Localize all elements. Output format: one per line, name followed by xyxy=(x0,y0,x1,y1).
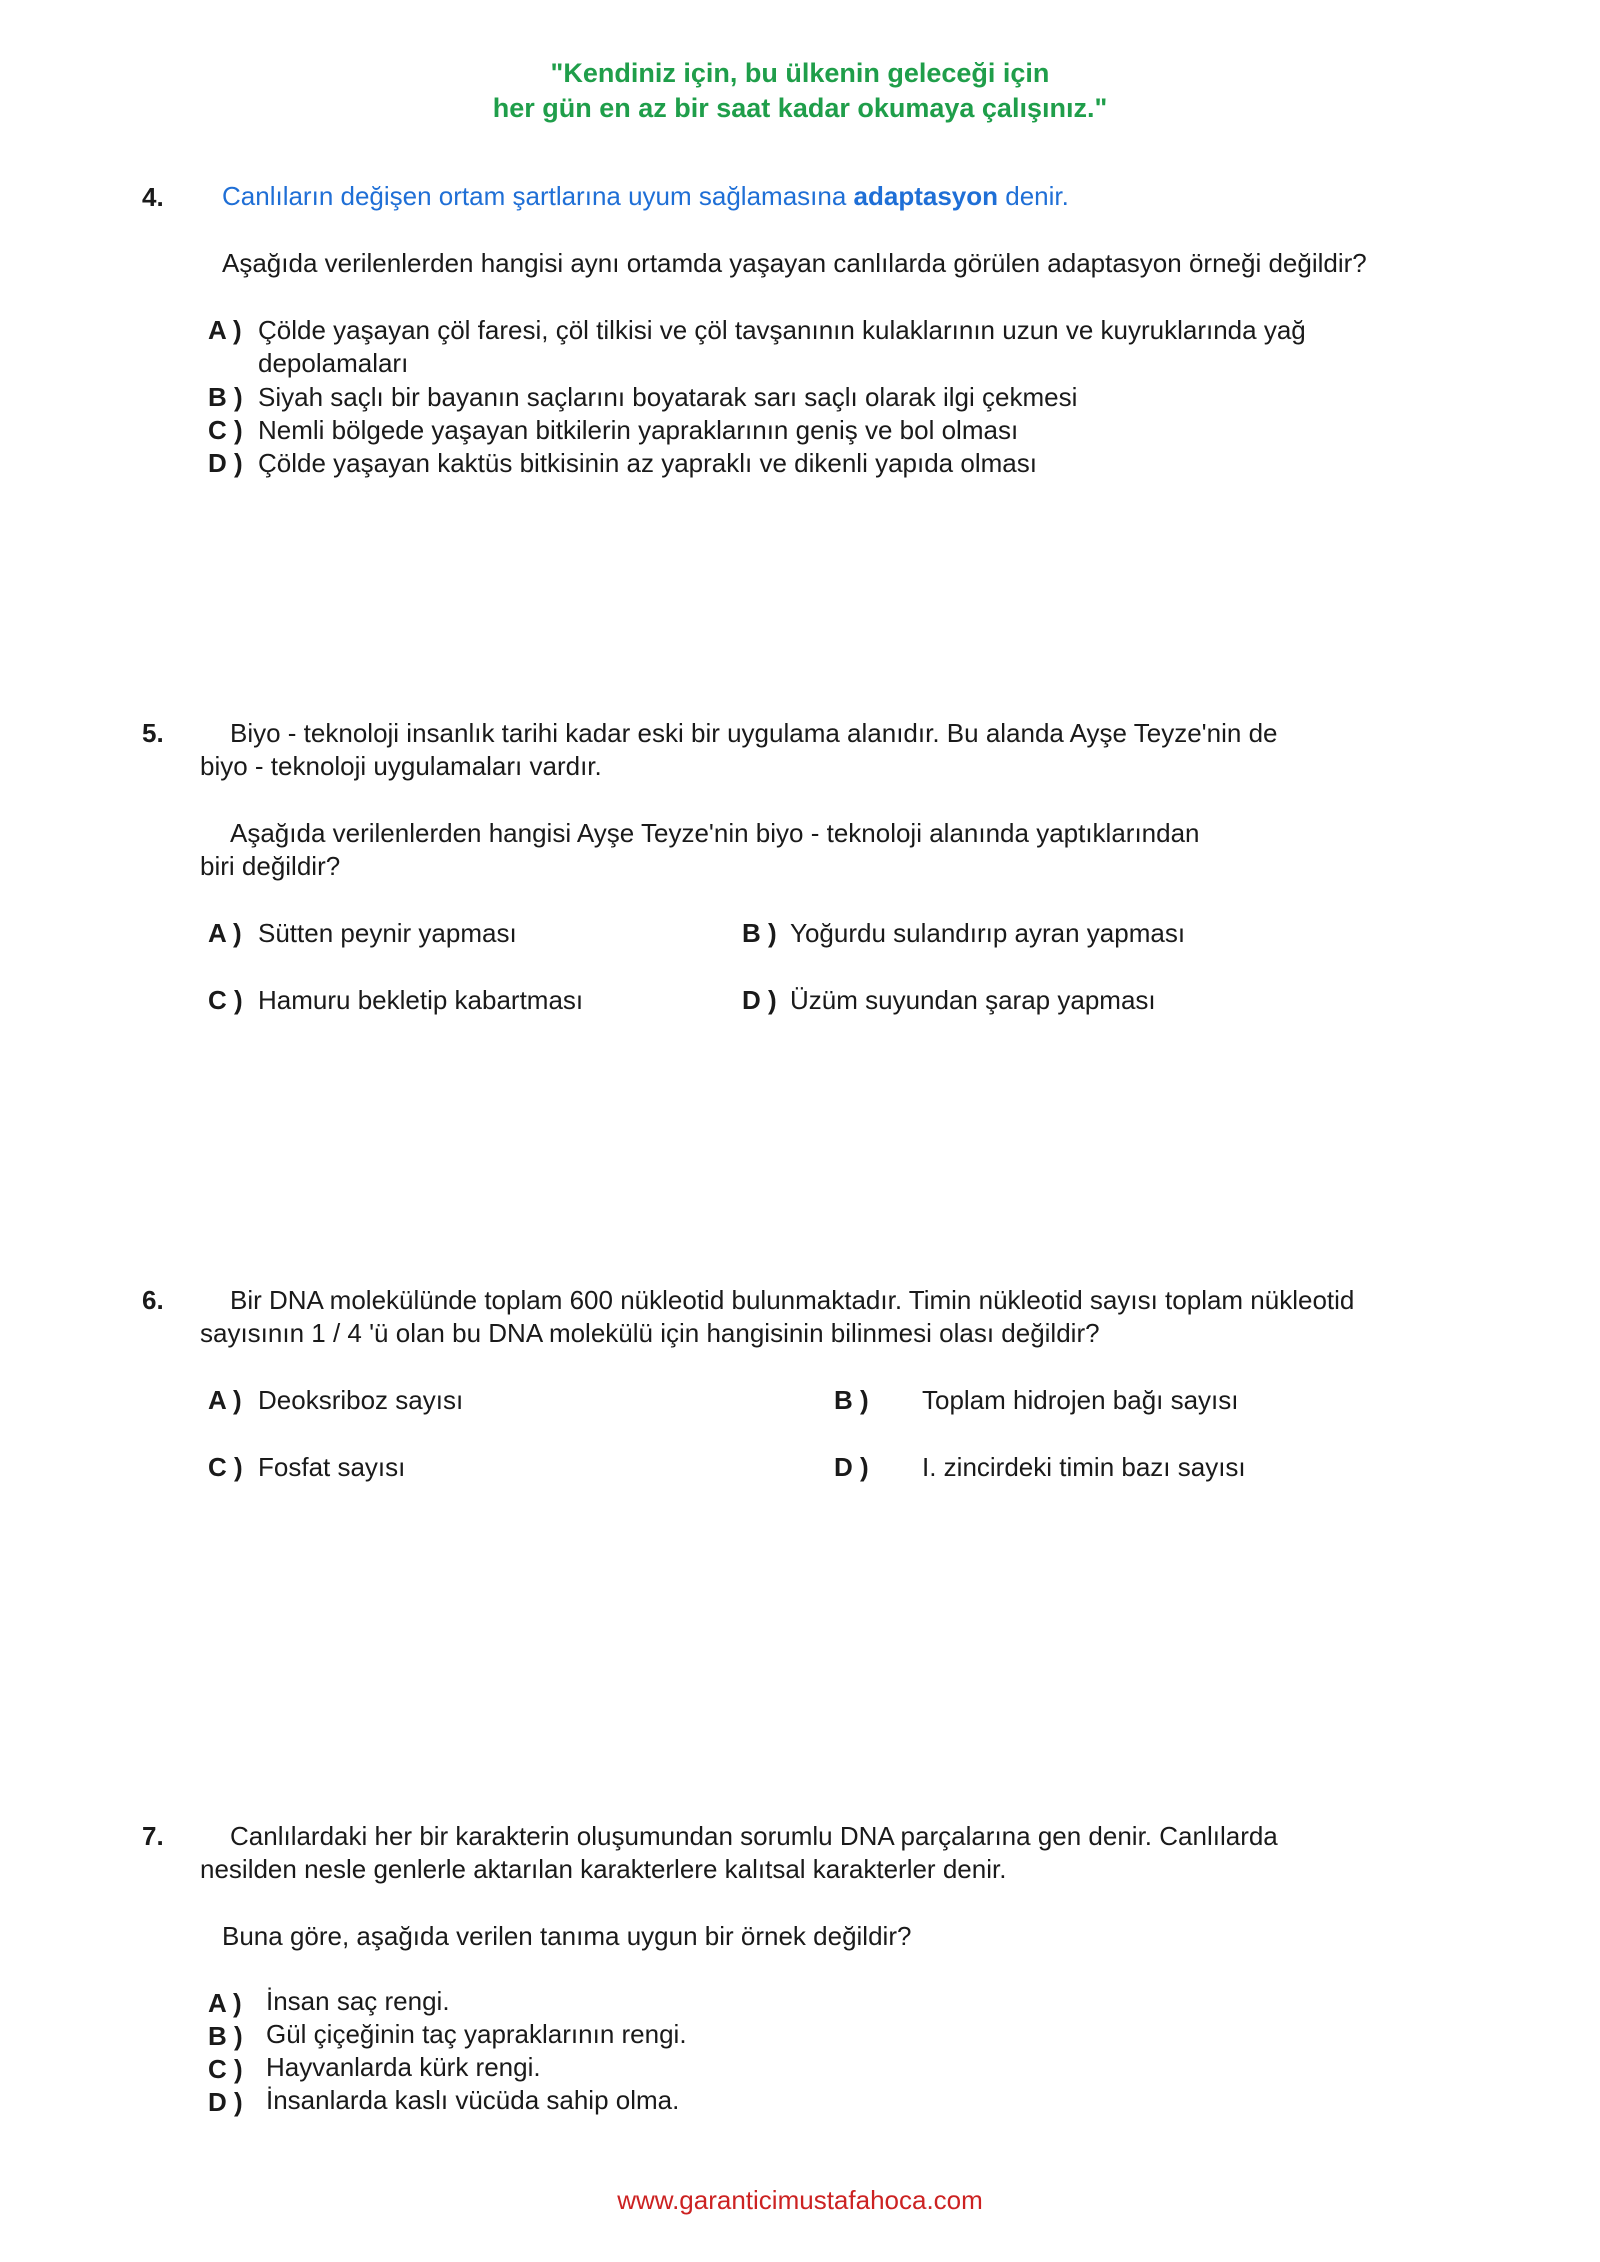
motto-line-1: "Kendiniz için, bu ülkenin geleceği için xyxy=(550,58,1050,88)
option-text-c: Nemli bölgede yaşayan bitkilerin yapraklarının geniş ve bol olması xyxy=(258,415,1019,445)
question-intro-cont: nesilden nesle genlerle aktarılan karakterlere kalıtsal karakterler denir. xyxy=(200,1854,1007,1884)
option-letter-a: A ) xyxy=(208,918,242,948)
motto-line-2: her gün en az bir saat kadar okumaya çalışınız." xyxy=(492,93,1108,123)
footer-url[interactable]: www.garanticimustafahoca.com xyxy=(617,2185,983,2215)
option-text-d: Çölde yaşayan kaktüs bitkisinin az yapraklı ve dikenli yapıda olması xyxy=(258,448,1037,478)
question-intro-cont: biyo - teknoloji uygulamaları vardır. xyxy=(200,751,602,781)
option-letter-b: B ) xyxy=(834,1385,869,1415)
question-number: 7. xyxy=(142,1821,164,1851)
option-text-b: Yoğurdu sulandırıp ayran yapması xyxy=(790,918,1186,948)
intro-text: Canlıların değişen ortam şartlarına uyum sağlamasına xyxy=(222,181,854,211)
question-stem-cont: biri değildir? xyxy=(200,851,341,881)
option-text-c: Fosfat sayısı xyxy=(258,1452,406,1482)
option-letter-b: B ) xyxy=(208,2021,243,2051)
option-text-c: Hamuru bekletip kabartması xyxy=(258,985,584,1015)
option-letter-b: B ) xyxy=(742,918,777,948)
intro-text-end: denir. xyxy=(998,181,1069,211)
option-letter-a: A ) xyxy=(208,1988,242,2018)
option-text-a: Sütten peynir yapması xyxy=(258,918,517,948)
question-number: 5. xyxy=(142,718,164,748)
option-text-b: Toplam hidrojen bağı sayısı xyxy=(922,1385,1239,1415)
question-stem: Aşağıda verilenlerden hangisi Ayşe Teyze'nin biyo - teknoloji alanında yaptıklarından xyxy=(230,818,1200,848)
question-number: 6. xyxy=(142,1285,164,1315)
option-text-b: Siyah saçlı bir bayanın saçlarını boyatarak sarı saçlı olarak ilgi çekmesi xyxy=(258,382,1078,412)
option-letter-a: A ) xyxy=(208,1385,242,1415)
question-intro: Canlılardaki her bir karakterin oluşumundan sorumlu DNA parçalarına gen denir. Canlılarda xyxy=(230,1821,1278,1851)
question-intro: Bir DNA molekülünde toplam 600 nükleotid bulunmaktadır. Timin nükleotid sayısı toplam nükleotid xyxy=(230,1285,1355,1315)
intro-keyword: adaptasyon xyxy=(853,181,999,211)
option-text-a: Deoksriboz sayısı xyxy=(258,1385,464,1415)
option-letter-d: D ) xyxy=(834,1452,869,1482)
option-text-d: Üzüm suyundan şarap yapması xyxy=(790,985,1156,1015)
option-letter-d: D ) xyxy=(208,448,243,478)
option-text-d: I. zincirdeki timin bazı sayısı xyxy=(922,1452,1246,1482)
option-letter-c: C ) xyxy=(208,1452,243,1482)
option-text-a: İnsan saç rengi. xyxy=(266,1986,450,2016)
option-letter-a: A ) xyxy=(208,315,242,345)
question-intro xyxy=(222,181,1069,212)
option-letter-c: C ) xyxy=(208,415,243,445)
question-stem: Buna göre, aşağıda verilen tanıma uygun bir örnek değildir? xyxy=(222,1921,912,1951)
option-text-d: İnsanlarda kaslı vücüda sahip olma. xyxy=(266,2085,680,2115)
option-letter-d: D ) xyxy=(742,985,777,1015)
option-text-a: Çölde yaşayan çöl faresi, çöl tilkisi ve çöl tavşanının kulaklarının uzun ve kuyruklarında yağ xyxy=(258,315,1306,345)
question-number: 4. xyxy=(142,182,164,212)
question-intro: Biyo - teknoloji insanlık tarihi kadar eski bir uygulama alanıdır. Bu alanda Ayşe Teyze'nin de xyxy=(230,718,1278,748)
option-text-c: Hayvanlarda kürk rengi. xyxy=(266,2052,541,2082)
option-letter-d: D ) xyxy=(208,2087,243,2117)
question-intro-cont: sayısının 1 / 4 'ü olan bu DNA molekülü için hangisinin bilinmesi olası değildir? xyxy=(200,1318,1100,1348)
option-letter-c: C ) xyxy=(208,2054,243,2084)
option-letter-b: B ) xyxy=(208,382,243,412)
option-text-a-cont: depolamaları xyxy=(258,348,409,378)
option-text-b: Gül çiçeğinin taç yapraklarının rengi. xyxy=(266,2019,687,2049)
question-stem: Aşağıda verilenlerden hangisi aynı ortamda yaşayan canlılarda görülen adaptasyon örneği değildir? xyxy=(222,248,1367,278)
option-letter-c: C ) xyxy=(208,985,243,1015)
